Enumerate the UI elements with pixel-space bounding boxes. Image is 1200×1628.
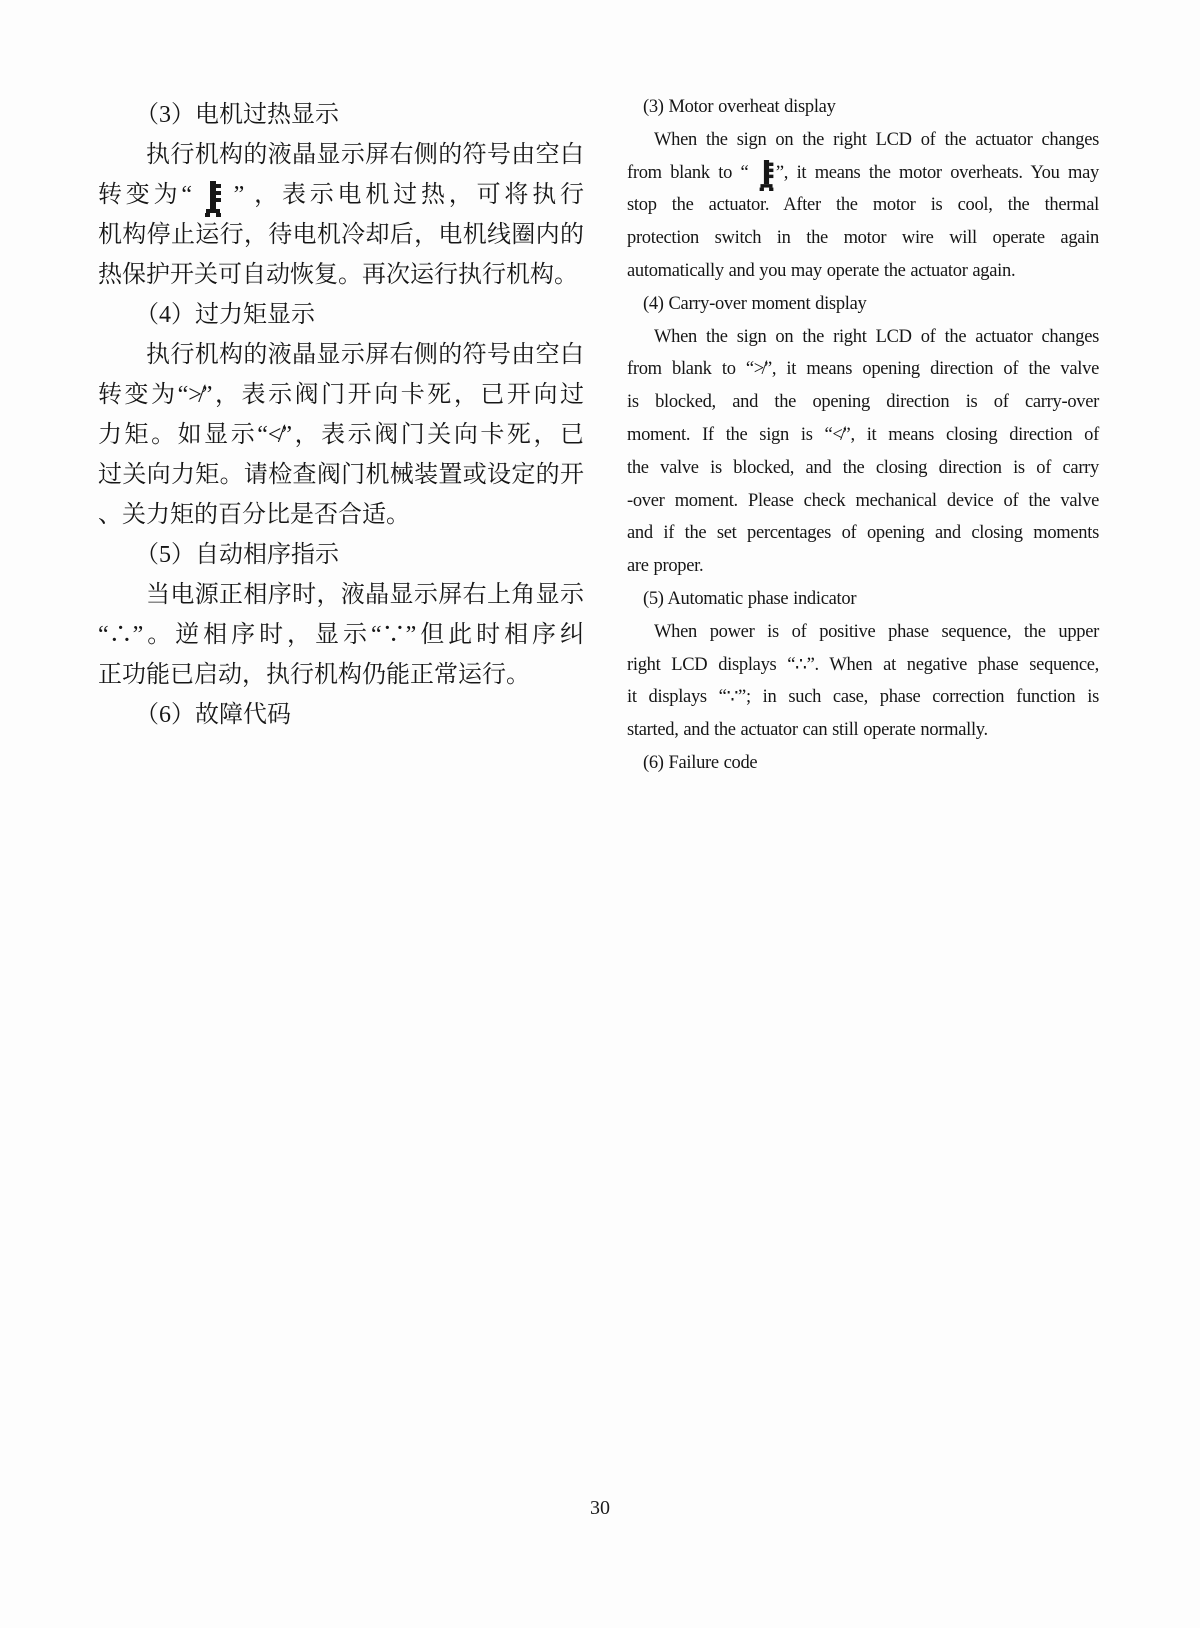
text-line: from blank to “≯”, it means opening direction of the valve: [627, 359, 1099, 380]
text-line: the valve is blocked, and the closing direction is of carry: [627, 457, 1099, 478]
text-line: When power is of positive phase sequence, the upper: [654, 621, 1099, 642]
text-line: stop the actuator. After the motor is cool, the thermal: [627, 195, 1099, 216]
text-line: are proper.: [627, 556, 704, 577]
text-line: 执行机构的液晶显示屏右侧的符号由空白: [146, 342, 584, 368]
section-heading: （4）过力矩显示: [135, 302, 315, 328]
text-line: 转变为“ ” ，表示电机过热，可将执行: [98, 175, 584, 215]
text-line: 执行机构的液晶显示屏右侧的符号由空白: [146, 142, 584, 168]
text-line: 正功能已启动，执行机构仍能正常运行。: [98, 662, 530, 688]
text-line: 过关向力矩。请检查阀门机械装置或设定的开: [98, 462, 584, 488]
motor-overheat-icon: [757, 160, 776, 191]
page-number: 30: [590, 1497, 610, 1519]
text-line: -over moment. Please check mechanical device of the valve: [627, 490, 1099, 511]
text-line: 当电源正相序时，液晶显示屏右上角显示: [146, 582, 584, 608]
chinese-column: [98, 95, 584, 735]
text-line: 热保护开关可自动恢复。再次运行执行机构。: [98, 262, 578, 288]
text-line: When the sign on the right LCD of the actuator changes: [654, 129, 1099, 150]
english-column: [627, 91, 1099, 780]
text-line: When the sign on the right LCD of the actuator changes: [654, 326, 1099, 347]
text-line: it displays “∵”; in such case, phase correction function is: [627, 687, 1099, 708]
text-line: 、关力矩的百分比是否合适。: [98, 502, 410, 528]
section-heading: （6）故障代码: [135, 702, 291, 728]
text-line: 转变为“≯”，表示阀门开向卡死，已开向过: [98, 382, 584, 408]
text-line: moment. If the sign is “≮”, it means closing direction of: [627, 424, 1099, 445]
text-line: 机构停止运行，待电机冷却后，电机线圈内的: [98, 222, 584, 248]
section-heading: (5) Automatic phase indicator: [643, 588, 857, 609]
motor-overheat-icon: [202, 181, 224, 217]
text-line: and if the set percentages of opening and closing moments: [627, 523, 1099, 544]
text-line: protection switch in the motor wire will operate again: [627, 228, 1099, 249]
text-line: from blank to “ ”, it means the motor overheats. You may: [627, 157, 1099, 190]
section-heading: (3) Motor overheat display: [643, 97, 836, 117]
text-line: is blocked, and the opening direction is of carry-over: [627, 392, 1099, 413]
section-heading: (4) Carry-over moment display: [643, 293, 867, 314]
section-heading: （3）电机过热显示: [135, 102, 339, 128]
section-heading: (6) Failure code: [643, 752, 758, 773]
text-line: 力矩。如显示“≮”，表示阀门关向卡死，已: [98, 422, 584, 448]
text-line: started, and the actuator can still operate normally.: [627, 720, 988, 741]
section-heading: （5）自动相序指示: [135, 542, 339, 568]
text-line: “∴”。逆相序时，显示“∵”但此时相序纠: [98, 622, 584, 648]
text-line: right LCD displays “∴”. When at negative phase sequence,: [627, 654, 1099, 675]
text-line: automatically and you may operate the actuator again.: [627, 260, 1016, 281]
